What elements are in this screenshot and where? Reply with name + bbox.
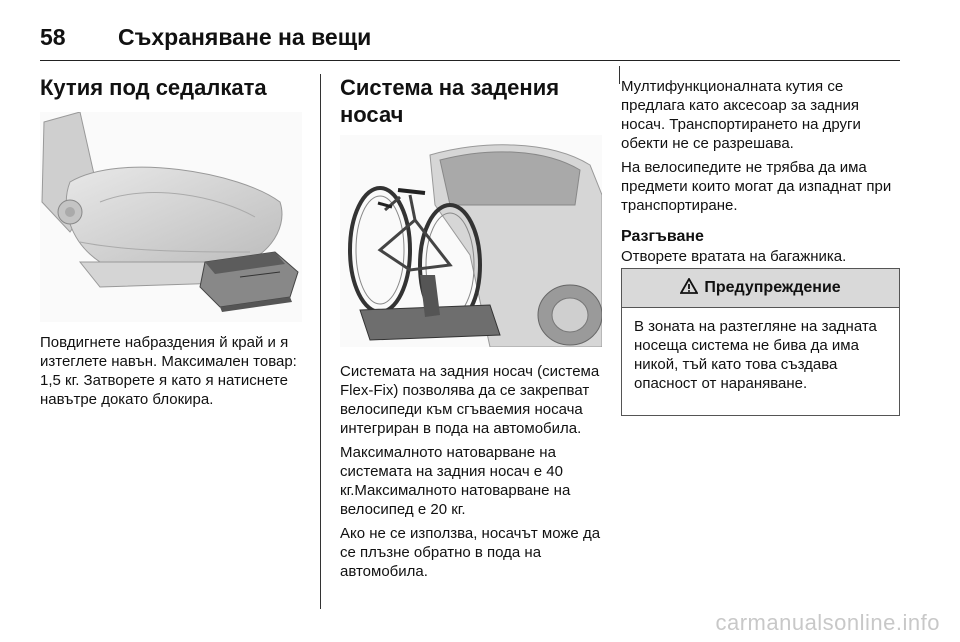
section-title: Съхраняване на вещи	[118, 24, 372, 50]
column-rear-carrier	[340, 74, 602, 128]
accessory-paragraph-2: На велосипедите не трябва да има предмети които могат да изпаднат при транспортиране.	[621, 159, 892, 214]
seat-drawer-illustration	[40, 112, 302, 322]
column-seat-box	[40, 74, 305, 101]
accessory-paragraph-1: Мултифункционалната кутия се предлага като аксесоар за задния носач. Транспортирането на други обекти не се разрешава.	[621, 78, 861, 152]
warning-triangle-icon	[680, 278, 698, 299]
seat-box-paragraph: Повдигнете набраздения й край и я изтеглете навън. Максимален товар: 1,5 кг. Затворете я като я натиснете навътре докато блокира.	[40, 334, 297, 408]
subheading-deploy: Разгъване	[621, 228, 704, 245]
rear-carrier-paragraph-3: Ако не се използва, носачът може да се плъзне обратно в пода на автомобила.	[340, 525, 601, 580]
warning-box	[621, 268, 900, 416]
heading-rear-carrier: Система на задения носач	[340, 75, 560, 127]
rear-carrier-paragraph-1: Системата на задния носач (система Flex-Fix) позволява да се закрепват велосипеди към сгъваемия носача интегриран в пода на автомобила.	[340, 363, 600, 437]
rear-carrier-text-block	[340, 362, 602, 581]
column-divider	[320, 74, 321, 609]
rear-carrier-paragraph-2: Максималното натоварване на системата на задния носач е 40 кг.Максималното натоварване на велосипед е 20 кг.	[340, 444, 571, 518]
warning-text: В зоната на разтегляне на задната носеща система не бива да има никой, тъй като това създава опасност от нараняване.	[634, 318, 877, 392]
deploy-paragraph: Отворете вратата на багажника.	[621, 248, 847, 265]
bicycle-carrier-illustration	[340, 135, 602, 347]
heading-seat-box: Кутия под седалката	[40, 75, 267, 100]
column-accessory-info	[621, 77, 903, 266]
page-header	[40, 18, 900, 61]
warning-header	[622, 269, 899, 308]
watermark: carmanualsonline.info	[715, 610, 940, 635]
page-number: 58	[40, 24, 66, 50]
warning-title: Предупреждение	[704, 279, 841, 296]
seat-box-text-block	[40, 333, 305, 409]
